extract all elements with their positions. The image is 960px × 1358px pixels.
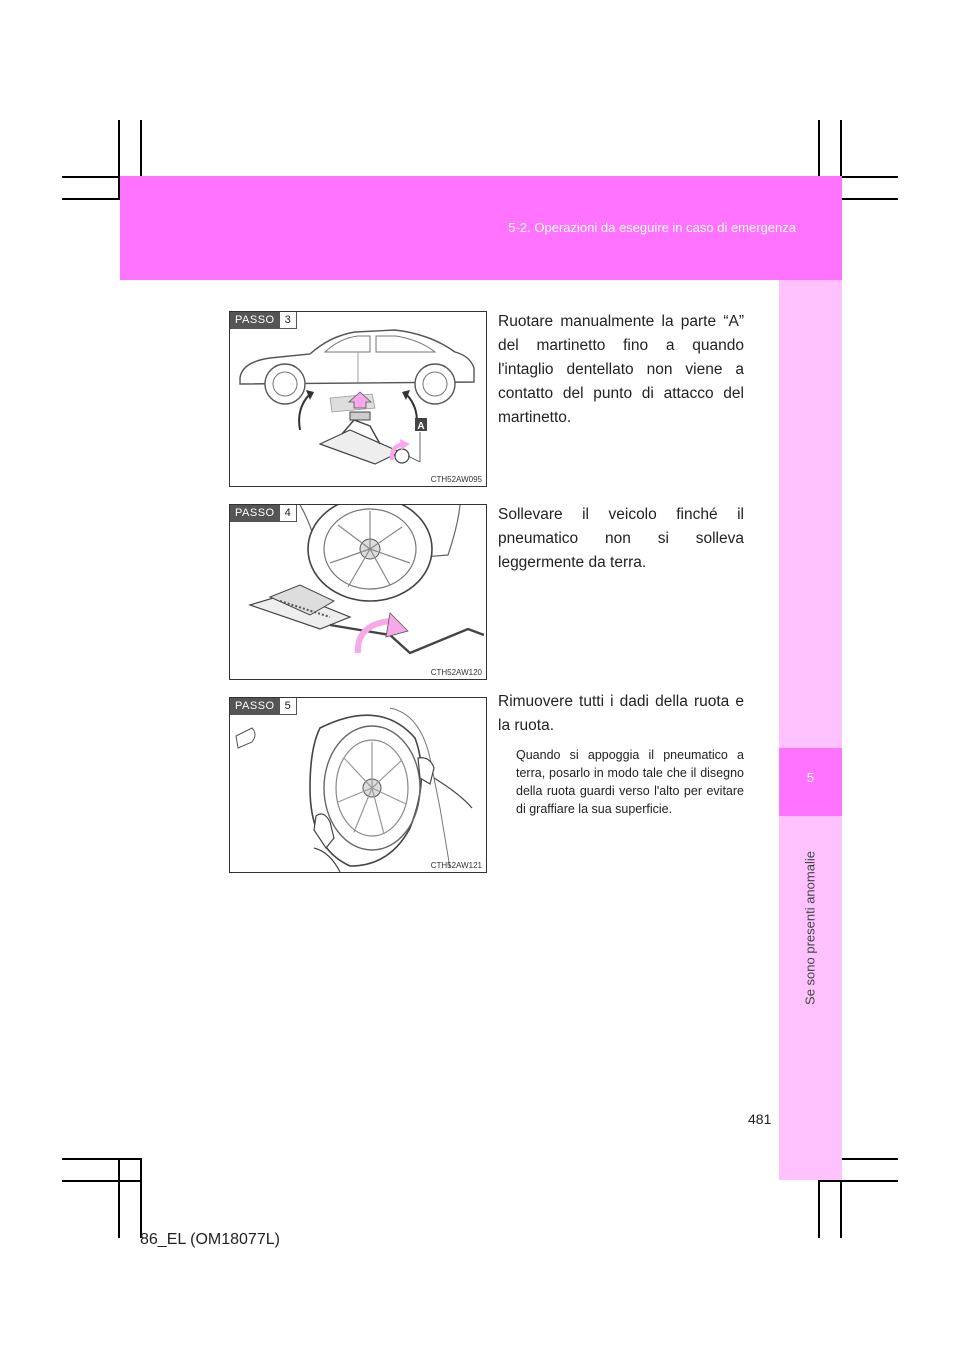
- step-5-text: Rimuovere tutti i dadi della ruota e la ruota.: [498, 693, 744, 734]
- wheel-lift-illustration: [230, 505, 486, 679]
- step-label: PASSO: [230, 698, 280, 715]
- crop-mark: [818, 1180, 898, 1182]
- step-label: PASSO: [230, 505, 280, 522]
- step-number: 4: [280, 505, 297, 522]
- step-3-text: Ruotare manualmente la parte “A” del martinetto fino a quando l'intaglio dentellato non viene a contatto del punto di attacco del martinetto.: [498, 313, 744, 426]
- header-band: [120, 176, 842, 280]
- page-number: 481: [748, 1111, 772, 1127]
- figure-code: CTH52AW120: [430, 668, 482, 677]
- car-jack-illustration: [230, 312, 486, 486]
- step-badge: [230, 312, 297, 329]
- step-badge: [230, 505, 297, 522]
- wheel-removal-illustration: [230, 698, 486, 872]
- figure-code: CTH52AW095: [430, 475, 482, 484]
- step-4-figure: [229, 504, 487, 680]
- section-title: 5-2. Operazioni da eseguire in caso di emergenza: [508, 220, 796, 235]
- chapter-number: 5: [806, 770, 815, 785]
- chapter-title: Se sono presenti anomalie: [802, 851, 818, 1005]
- document-code: 86_EL (OM18077L): [140, 1231, 280, 1248]
- step-number: 3: [280, 312, 297, 329]
- sidebar-tab: [779, 280, 842, 1180]
- figure-code: CTH52AW121: [430, 861, 482, 870]
- step-5-figure: [229, 697, 487, 873]
- step-badge: [230, 698, 297, 715]
- step-5-note: Quando si appoggia il pneumatico a terra, posarlo in modo tale che il disegno della ruota guardi verso l'alto per evitare di graffiare la sua superficie.: [516, 748, 744, 816]
- crop-mark: [62, 1158, 142, 1160]
- step-3-figure: [229, 311, 487, 487]
- step-4-text: Sollevare il veicolo finché il pneumatico non si solleva leggermente da terra.: [498, 506, 744, 571]
- step-label: PASSO: [230, 312, 280, 329]
- crop-mark: [118, 1160, 120, 1238]
- crop-mark: [62, 1180, 142, 1182]
- step-number: 5: [280, 698, 297, 715]
- callout-a: A: [417, 421, 425, 432]
- crop-mark: [140, 1160, 142, 1238]
